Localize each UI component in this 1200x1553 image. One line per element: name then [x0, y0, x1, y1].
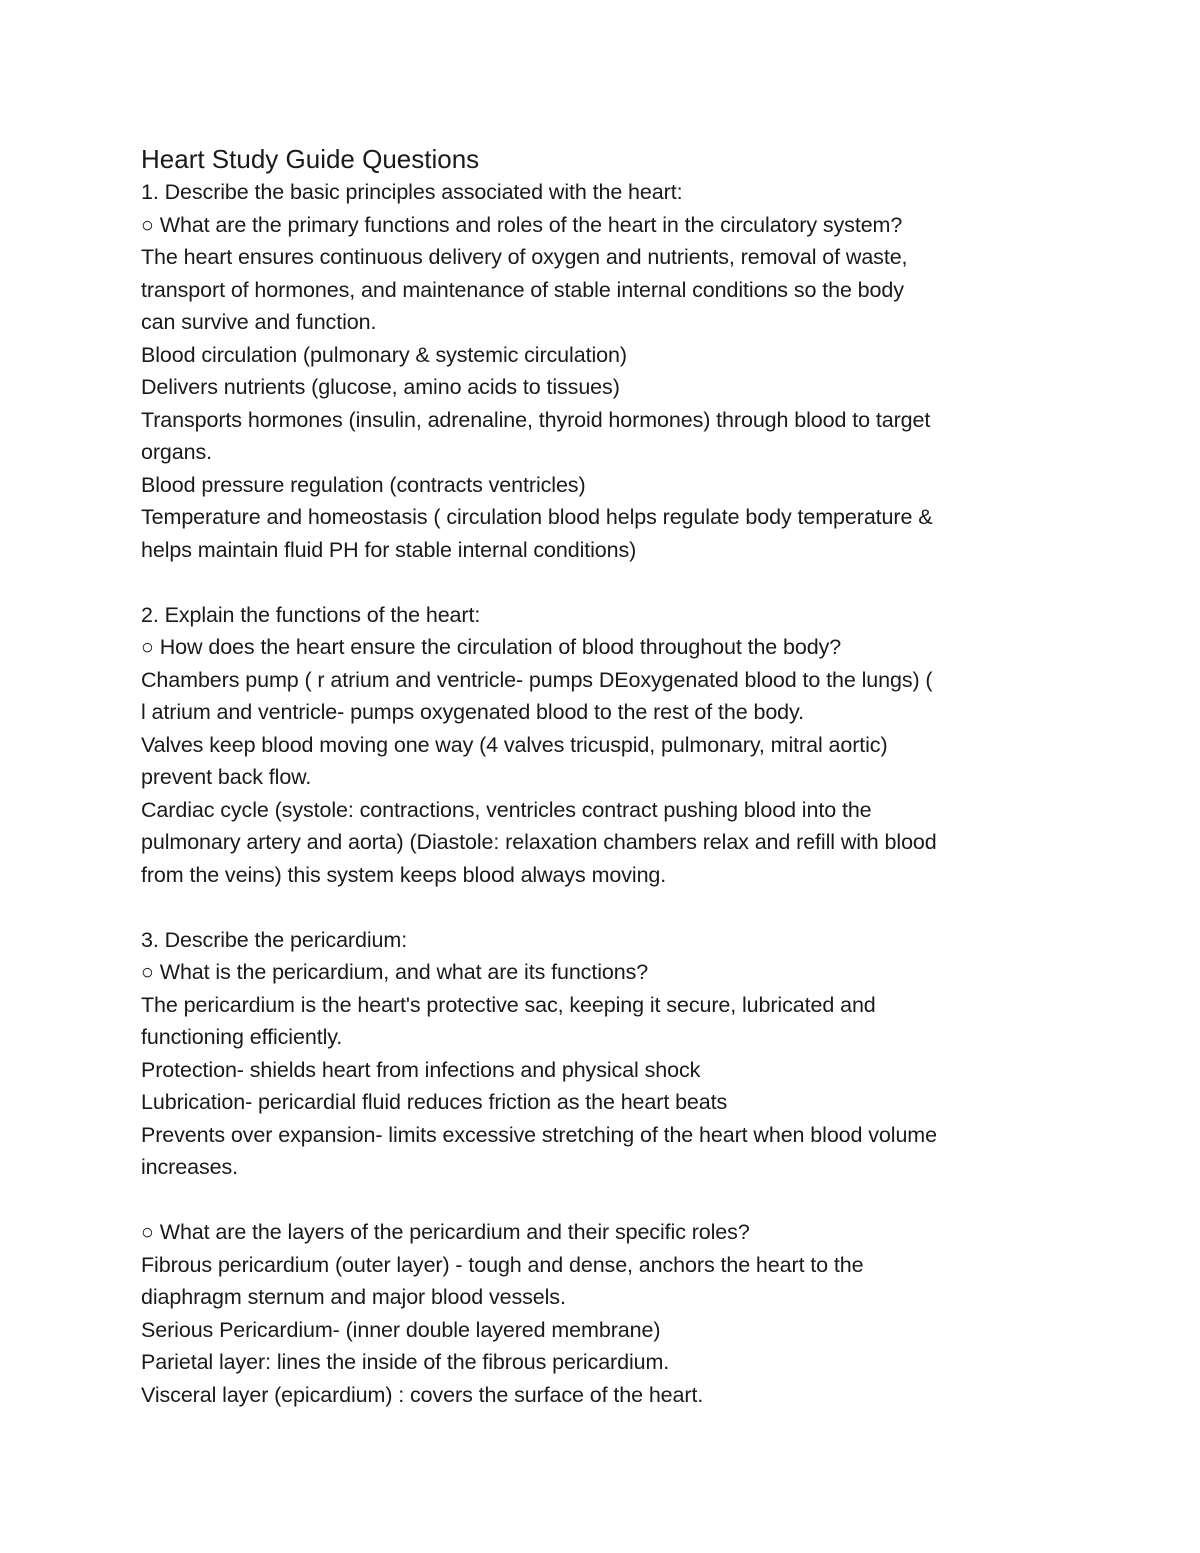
text-line: ○ How does the heart ensure the circulation of blood throughout the body?	[141, 635, 842, 659]
text-line: diaphragm sternum and major blood vessels.	[141, 1285, 566, 1309]
text-line: Valves keep blood moving one way (4 valves tricuspid, pulmonary, mitral aortic)	[141, 732, 888, 757]
text-line: Transports hormones (insulin, adrenaline, thyroid hormones) through blood to target	[141, 407, 931, 432]
text-line: Protection- shields heart from infections and physical shock	[141, 1057, 701, 1082]
section-gap	[141, 1184, 1071, 1217]
text-line: Serious Pericardium- (inner double layered membrane)	[141, 1317, 661, 1342]
section-gap	[141, 891, 1071, 924]
text-line: The heart ensures continuous delivery of oxygen and nutrients, removal of waste,	[141, 245, 908, 269]
text-line: increases.	[141, 1155, 238, 1179]
text-line: functioning efficiently.	[141, 1025, 343, 1049]
text-line: helps maintain fluid PH for stable internal conditions)	[141, 537, 637, 562]
text-line: The pericardium is the heart's protective sac, keeping it secure, lubricated and	[141, 992, 876, 1017]
section-gap	[141, 566, 1071, 599]
text-line: Parietal layer: lines the inside of the fibrous pericardium.	[141, 1350, 670, 1374]
text-line: Fibrous pericardium (outer layer) - tough and dense, anchors the heart to the	[141, 1252, 864, 1277]
text-line: Blood circulation (pulmonary & systemic circulation)	[141, 342, 627, 367]
text-line: Chambers pump ( r atrium and ventricle- pumps DEoxygenated blood to the lungs) (	[141, 667, 933, 692]
section-2	[141, 599, 1071, 892]
section-4	[141, 1216, 1071, 1411]
text-line: transport of hormones, and maintenance of stable internal conditions so the body	[141, 277, 904, 302]
text-line: ○ What are the primary functions and roles of the heart in the circulatory system?	[141, 212, 903, 237]
document-body	[141, 176, 1071, 1411]
text-line: ○ What are the layers of the pericardium and their specific roles?	[141, 1220, 750, 1244]
text-line: l atrium and ventricle- pumps oxygenated blood to the rest of the body.	[141, 700, 804, 724]
text-line: 1. Describe the basic principles associated with the heart:	[141, 180, 683, 204]
text-line: can survive and function.	[141, 310, 377, 334]
text-line: Delivers nutrients (glucose, amino acids to tissues)	[141, 375, 620, 399]
text-line: organs.	[141, 440, 213, 464]
text-line: pulmonary artery and aorta) (Diastole: relaxation chambers relax and refill with blood	[141, 830, 937, 854]
text-line: Temperature and homeostasis ( circulation blood helps regulate body temperature &	[141, 505, 933, 529]
text-line: Blood pressure regulation (contracts ventricles)	[141, 472, 586, 497]
section-1	[141, 176, 1071, 566]
text-line: from the veins) this system keeps blood always moving.	[141, 862, 667, 887]
text-line: Cardiac cycle (systole: contractions, ventricles contract pushing blood into the	[141, 797, 872, 822]
text-line: 3. Describe the pericardium:	[141, 927, 408, 952]
document-title: Heart Study Guide Questions	[141, 144, 480, 174]
text-line: Visceral layer (epicardium) : covers the surface of the heart.	[141, 1382, 704, 1407]
text-line: 2. Explain the functions of the heart:	[141, 602, 481, 627]
text-line: ○ What is the pericardium, and what are its functions?	[141, 960, 649, 984]
text-line: Lubrication- pericardial fluid reduces friction as the heart beats	[141, 1090, 728, 1114]
text-line: Prevents over expansion- limits excessive stretching of the heart when blood volume	[141, 1122, 937, 1147]
document-page	[141, 142, 1071, 1411]
section-3	[141, 924, 1071, 1184]
text-line: prevent back flow.	[141, 765, 312, 789]
